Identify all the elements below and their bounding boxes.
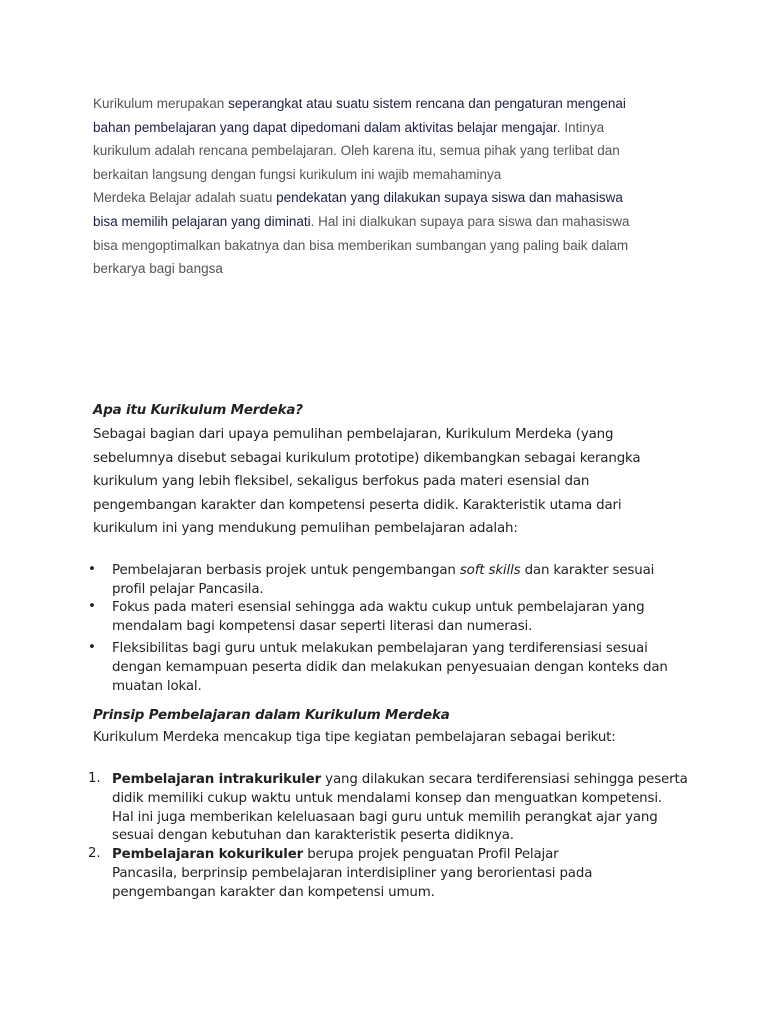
numbered-line: didik memiliki cukup waktu untuk mendalami konsep dan menguatkan kompetensi. bbox=[112, 790, 662, 806]
intro-text: Merdeka Belajar adalah suatu bbox=[93, 190, 277, 206]
numbered-bold-text: Pembelajaran kokurikuler bbox=[112, 847, 304, 862]
numbered-bold-text: Pembelajaran intrakurikuler bbox=[112, 772, 322, 787]
bullet-text: dan karakter sesuai bbox=[520, 563, 655, 578]
numbered-text: berupa projek penguatan Profil Pelajar bbox=[303, 847, 559, 862]
intro-text: Kurikulum merupakan bbox=[93, 96, 229, 111]
section1-paragraph bbox=[93, 423, 713, 541]
bullet-text: Pembelajaran berbasis projek untuk pengembangan bbox=[112, 563, 460, 578]
intro-highlight: bahan pembelajaran yang dapat dipedomani dalam aktivitas belajar mengajar bbox=[93, 119, 557, 135]
section2-paragraph bbox=[93, 728, 713, 748]
bullet-italic-text: soft skills bbox=[459, 563, 521, 578]
numbered-line: pengembangan karakter dan kompetensi umum. bbox=[112, 884, 435, 900]
intro-line: kurikulum adalah rencana pembelajaran. Oleh karena itu, semua pihak yang terlibat dan bbox=[93, 143, 620, 159]
section-heading-apa-itu bbox=[93, 401, 713, 421]
bullet-item bbox=[88, 562, 712, 600]
intro-line: berkaitan langsung dengan fungsi kurikulum ini wajib memahaminya bbox=[93, 166, 502, 182]
heading-text: Apa itu Kurikulum Merdeka? bbox=[93, 403, 303, 418]
intro-line bbox=[93, 186, 693, 210]
numbered-item bbox=[88, 771, 712, 846]
bullet-marker: • bbox=[88, 599, 96, 614]
bullet-marker: • bbox=[88, 562, 96, 577]
bullet-line: mendalam bagi kompetensi dasar seperti literasi dan numerasi. bbox=[112, 618, 533, 634]
intro-line bbox=[93, 210, 693, 234]
intro-highlight: pendekatan yang dilakukan supaya siswa dan mahasiswa bbox=[276, 190, 623, 206]
bullet-line: Fleksibilitas bagi guru untuk melakukan pembelajaran yang terdiferensiasi sesuai bbox=[112, 641, 648, 656]
paragraph-line: pengembangan karakter dan kompetensi peserta didik. Karakteristik utama dari bbox=[93, 497, 622, 513]
intro-highlight: bisa memilih pelajaran yang diminati bbox=[93, 213, 311, 229]
intro-line: bisa mengoptimalkan bakatnya dan bisa memberikan sumbangan yang paling baik dalam bbox=[93, 237, 629, 253]
intro-highlight: seperangkat atau suatu sistem rencana dan pengaturan mengenai bbox=[228, 96, 626, 111]
numbered-line: sesuai dengan kebutuhan dan karakteristik peserta didiknya. bbox=[112, 828, 514, 844]
intro-text: . Hal ini dialkukan supaya para siswa dan mahasiswa bbox=[310, 213, 630, 229]
paragraph-line: kurikulum ini yang mendukung pemulihan pembelajaran adalah: bbox=[93, 521, 518, 537]
bullet-line bbox=[112, 562, 712, 581]
bullet-marker: • bbox=[88, 640, 96, 655]
numbered-line: Pancasila, berprinsip pembelajaran interdisipliner yang berorientasi pada bbox=[112, 865, 593, 881]
numbered-line: Hal ini juga memberikan keleluasaan bagi guru untuk memilih perangkat ajar yang bbox=[112, 809, 658, 825]
numbered-line bbox=[112, 771, 712, 790]
paragraph-line: Sebagai bagian dari upaya pemulihan pembelajaran, Kurikulum Merdeka (yang bbox=[93, 427, 614, 442]
bullet-line: dengan kemampuan peserta didik dan melakukan penyesuaian dengan konteks dan bbox=[112, 659, 668, 675]
number-marker: 2. bbox=[88, 846, 101, 861]
numbered-line bbox=[112, 846, 712, 865]
intro-line bbox=[93, 116, 693, 140]
number-marker: 1. bbox=[88, 771, 101, 786]
numbered-item bbox=[88, 846, 712, 902]
numbered-text: yang dilakukan secara terdiferensiasi sehingga peserta bbox=[321, 772, 688, 787]
heading-text: Prinsip Pembelajaran dalam Kurikulum Merdeka bbox=[93, 708, 450, 723]
bullet-item bbox=[88, 640, 712, 696]
section-heading-prinsip bbox=[93, 706, 713, 726]
bullet-line: Fokus pada materi esensial sehingga ada waktu cukup untuk pembelajaran yang bbox=[112, 600, 645, 615]
bullet-line: profil pelajar Pancasila. bbox=[112, 581, 264, 597]
intro-line: berkarya bagi bangsa bbox=[93, 261, 223, 277]
paragraph-line: kurikulum yang lebih fleksibel, sekaligus berfokus pada materi esensial dan bbox=[93, 474, 590, 490]
paragraph-line: Kurikulum Merdeka mencakup tiga tipe kegiatan pembelajaran sebagai berikut: bbox=[93, 730, 616, 745]
bullet-line: muatan lokal. bbox=[112, 678, 202, 694]
intro-text: . Intinya bbox=[556, 119, 605, 135]
paragraph-line: sebelumnya disebut sebagai kurikulum prototipe) dikembangkan sebagai kerangka bbox=[93, 450, 641, 466]
intro-line bbox=[93, 92, 693, 116]
intro-paragraph bbox=[93, 92, 693, 281]
bullet-item bbox=[88, 599, 712, 637]
